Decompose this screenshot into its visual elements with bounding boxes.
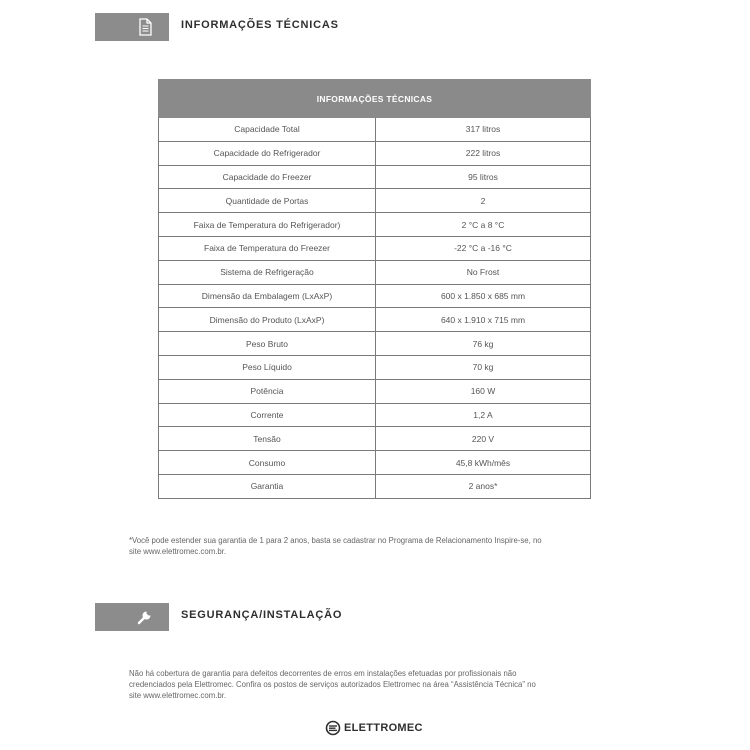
wrench-icon [135, 607, 155, 627]
note-line: credenciados pela Elettromec. Confira os postos de serviços autorizados Elettromec na área “Assistência Técnica” no [129, 680, 536, 689]
spec-label: Garantia [159, 474, 376, 498]
spec-label: Faixa de Temperatura do Refrigerador) [159, 213, 376, 237]
table-row [159, 474, 591, 498]
table-row [159, 308, 591, 332]
spec-value: 95 litros [376, 165, 591, 189]
table-row [159, 332, 591, 356]
warranty-footnote [129, 535, 619, 557]
table-row [159, 236, 591, 260]
table-row [159, 260, 591, 284]
spec-label: Capacidade do Refrigerador [159, 141, 376, 165]
spec-value: 45,8 kWh/mês [376, 451, 591, 475]
spec-label: Peso Líquido [159, 355, 376, 379]
spec-value: 220 V [376, 427, 591, 451]
spec-label: Potência [159, 379, 376, 403]
table-row [159, 355, 591, 379]
spec-label: Dimensão da Embalagem (LxAxP) [159, 284, 376, 308]
section-title: SEGURANÇA/INSTALAÇÃO [181, 609, 343, 621]
section-tab [95, 13, 169, 41]
installation-note [129, 668, 619, 701]
spec-label: Sistema de Refrigeração [159, 260, 376, 284]
spec-label: Capacidade Total [159, 118, 376, 142]
spec-value: 222 litros [376, 141, 591, 165]
spec-value: 160 W [376, 379, 591, 403]
brand-name: ELETTROMEC [344, 722, 423, 734]
table-header-row [159, 80, 591, 118]
spec-label: Dimensão do Produto (LxAxP) [159, 308, 376, 332]
table-row [159, 403, 591, 427]
spec-label: Tensão [159, 427, 376, 451]
table-row [159, 189, 591, 213]
section-title: INFORMAÇÕES TÉCNICAS [181, 19, 339, 31]
spec-value: 640 x 1.910 x 715 mm [376, 308, 591, 332]
footnote-line: *Você pode estender sua garantia de 1 para 2 anos, basta se cadastrar no Programa de Relacionamento Inspire-se, no [129, 536, 542, 545]
spec-value: 2 °C a 8 °C [376, 213, 591, 237]
footnote-line: site www.elettromec.com.br. [129, 547, 227, 556]
spec-value: 2 anos* [376, 474, 591, 498]
table-row [159, 213, 591, 237]
note-line: Não há cobertura de garantia para defeitos decorrentes de erros em instalações efetuadas por profissionais não [129, 669, 517, 678]
spec-value: No Frost [376, 260, 591, 284]
spec-value: 2 [376, 189, 591, 213]
spec-label: Peso Bruto [159, 332, 376, 356]
table-row [159, 165, 591, 189]
spec-value: 600 x 1.850 x 685 mm [376, 284, 591, 308]
spec-value: 76 kg [376, 332, 591, 356]
spec-label: Faixa de Temperatura do Freezer [159, 236, 376, 260]
table-row [159, 118, 591, 142]
table-row [159, 284, 591, 308]
spec-value: 1,2 A [376, 403, 591, 427]
table-row [159, 451, 591, 475]
spec-label: Quantidade de Portas [159, 189, 376, 213]
spec-label: Capacidade do Freezer [159, 165, 376, 189]
spec-value: -22 °C a -16 °C [376, 236, 591, 260]
table-header: INFORMAÇÕES TÉCNICAS [159, 80, 591, 118]
tech-info-section-header [95, 13, 339, 41]
spec-value: 70 kg [376, 355, 591, 379]
note-line: site www.elettromec.com.br. [129, 691, 227, 700]
tech-specs-table [158, 79, 591, 499]
spec-value: 317 litros [376, 118, 591, 142]
table-row [159, 141, 591, 165]
elettromec-logo-icon [325, 720, 341, 736]
spec-label: Corrente [159, 403, 376, 427]
document-icon [135, 17, 155, 37]
section-tab [95, 603, 169, 631]
elettromec-logo [325, 719, 445, 739]
table-row [159, 427, 591, 451]
spec-label: Consumo [159, 451, 376, 475]
table-row [159, 379, 591, 403]
safety-section-header [95, 603, 343, 631]
